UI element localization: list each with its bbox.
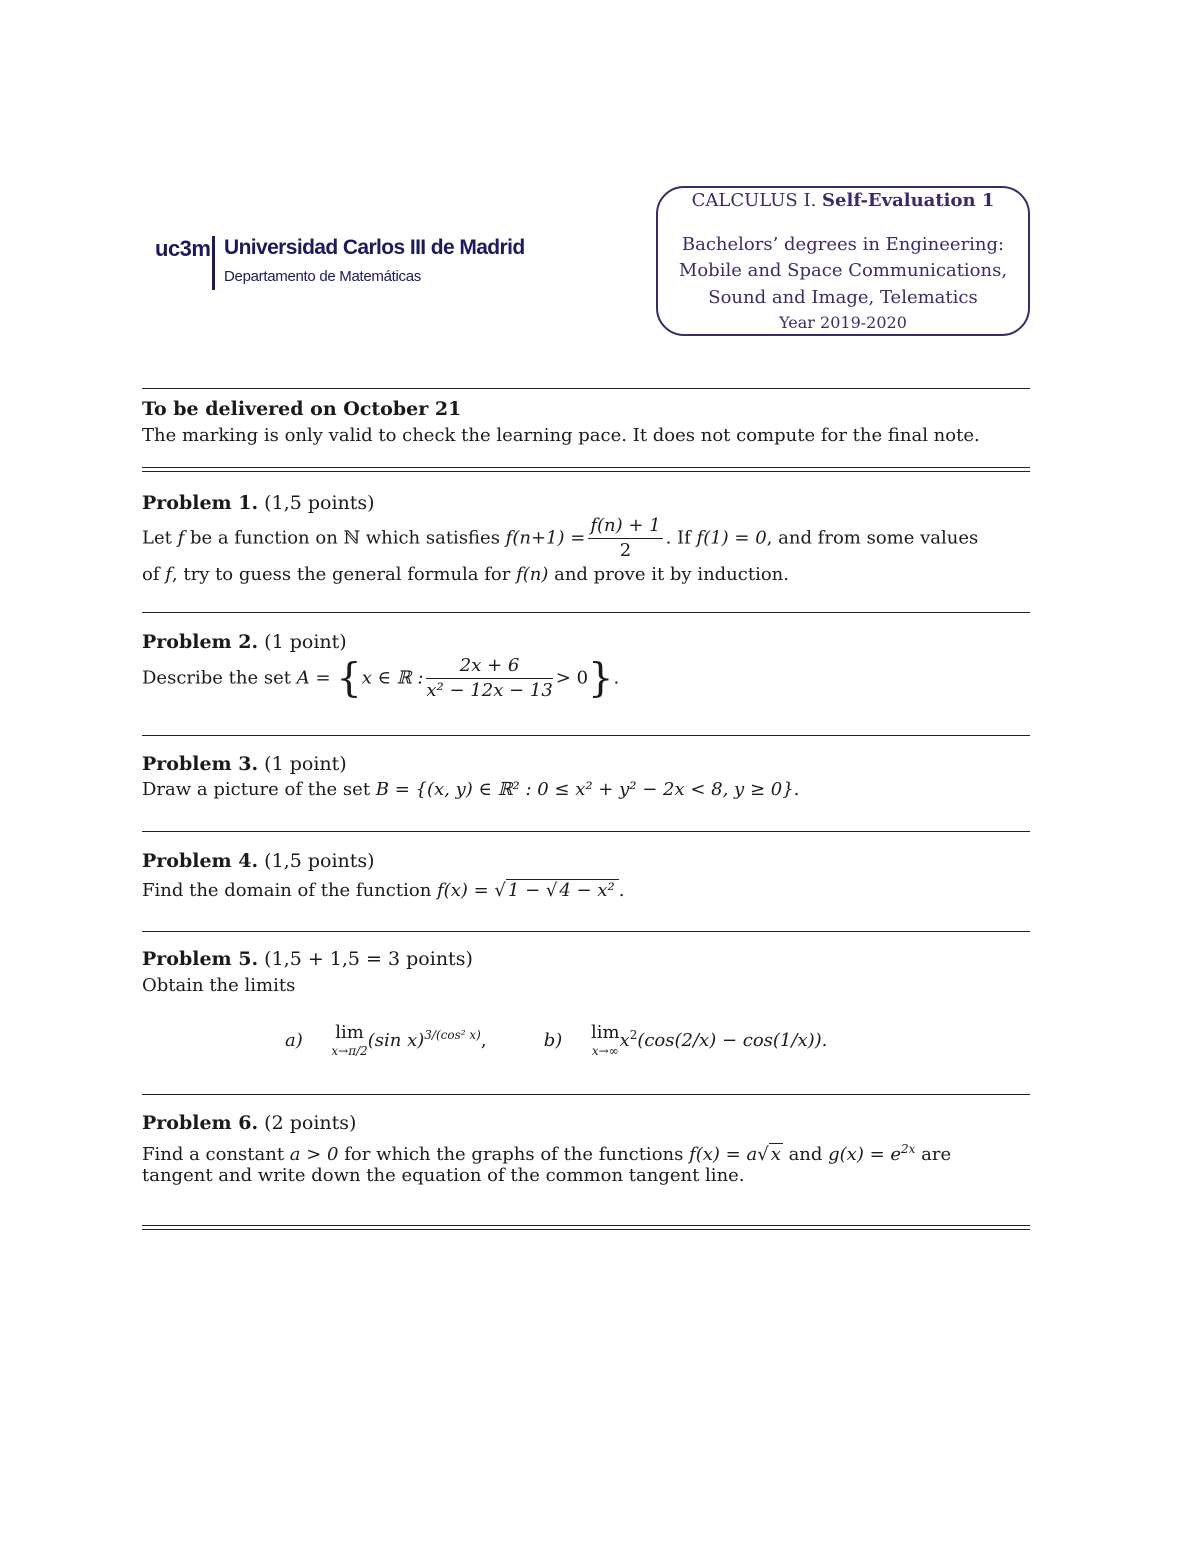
divider	[142, 831, 1030, 832]
problem-5-intro: Obtain the limits	[142, 975, 296, 996]
limit-b: lim x→∞	[590, 1022, 620, 1058]
divider	[142, 612, 1030, 613]
logo-university: Universidad Carlos III de Madrid	[224, 236, 525, 259]
problem-4-heading: Problem 4. (1,5 points)	[142, 850, 375, 872]
problem-1-heading: Problem 1. (1,5 points)	[142, 492, 375, 514]
double-divider	[142, 1225, 1030, 1230]
limit-a: lim x→π/2	[331, 1022, 368, 1058]
delivery-date: To be delivered on October 21	[142, 398, 462, 420]
divider	[142, 1094, 1030, 1095]
problem-6-line-1: Find a constant a > 0 for which the graphs of the functions f(x) = a√ x and $g(x) = e^{2x}$ are	[142, 1142, 952, 1165]
degree-line-1: Bachelors’ degrees in Engineering:	[681, 234, 1005, 255]
course-name: CALCULUS I.	[691, 190, 817, 211]
course-header-box	[656, 186, 1030, 336]
problem-2-body: Describe the set A = {x ∈ ℝ : $\frac{2x + 6}{\text{x² − 12x − 13}}$ > 0}.	[142, 655, 620, 702]
problem-3-heading: Problem 3. (1 point)	[142, 753, 347, 775]
problem-6-heading: Problem 6. (2 points)	[142, 1112, 357, 1134]
problem-5-limits: a) lim x→π/2 (sin x)$^{3/(cos^2 x)}$, b) lim x→∞ $x^2(\cos(2/x) - \cos(1/x))$.	[285, 1022, 828, 1058]
problem-2-heading: Problem 2. (1 point)	[142, 631, 347, 653]
divider	[142, 735, 1030, 736]
divider	[142, 388, 1030, 389]
problem-3-body: Draw a picture of the set B = {(x, y) ∈ ℝ² : 0 ≤ x² + y² − 2x < 8, y ≥ 0}.	[142, 779, 800, 800]
academic-year: Year 2019-2020	[779, 313, 907, 332]
problem-1-line-2: of f, try to guess the general formula for f(n) and prove it by induction.	[142, 564, 789, 585]
logo-department: Departamento de Matemáticas	[224, 268, 422, 285]
double-divider	[142, 467, 1030, 472]
problem-5-heading: Problem 5. (1,5 + 1,5 = 3 points)	[142, 948, 473, 970]
logo-short: uc3m	[155, 236, 211, 261]
marking-note: The marking is only valid to check the learning pace. It does not compute for the final note.	[142, 425, 980, 446]
problem-4-body: Find the domain of the function f(x) = √ 1 − √ 4 − x² .	[142, 880, 625, 901]
problem-1-line-1: Let f be a function on ℕ which satisfies f(n+1) = $\frac{f(n) + 1}{2}$ . If f(1) = 0, and from some values	[142, 515, 979, 561]
fraction: $\frac{f(n) + 1}{2}$	[590, 515, 661, 561]
degree-line-3: Sound and Image, Telematics	[708, 287, 978, 308]
evaluation-title: Self-Evaluation 1	[822, 190, 995, 211]
logo-divider	[212, 236, 215, 290]
fraction: $\frac{2x + 6}{\text{x² − 12x − 13}}$	[426, 655, 553, 701]
problem-6-line-2: tangent and write down the equation of the common tangent line.	[142, 1165, 745, 1186]
divider	[142, 931, 1030, 932]
degree-line-2: Mobile and Space Communications,	[678, 260, 1008, 281]
